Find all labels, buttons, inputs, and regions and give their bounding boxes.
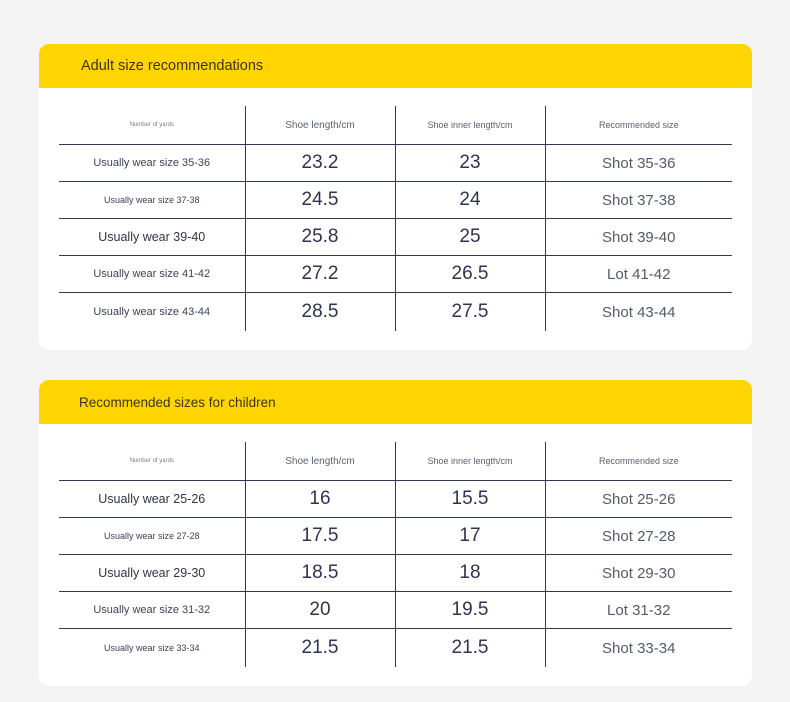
header-shoe-inner-length: Shoe inner length/cm xyxy=(395,442,545,481)
inner-length-cell: 21.5 xyxy=(395,629,545,668)
header-recommended-size: Recommended size xyxy=(545,442,732,481)
table-row xyxy=(59,518,732,555)
inner-length-cell: 23 xyxy=(395,145,545,182)
inner-length-cell: 17 xyxy=(395,518,545,555)
header-shoe-inner-length: Shoe inner length/cm xyxy=(395,106,545,145)
usual-size-cell: Usually wear size 43-44 xyxy=(93,306,211,318)
table-header-row xyxy=(59,106,732,145)
shoe-length-cell: 17.5 xyxy=(245,518,395,555)
table-row xyxy=(59,256,732,293)
table-row xyxy=(59,481,732,518)
usual-size-cell: Usually wear size 35-36 xyxy=(59,145,245,182)
shoe-length-cell: 25.8 xyxy=(245,219,395,256)
usual-size-cell: Usually wear size 37-38 xyxy=(59,182,245,219)
recommended-size-cell: Shot 43-44 xyxy=(545,293,732,332)
header-recommended-size: Recommended size xyxy=(545,106,732,145)
recommended-size-cell: Shot 29-30 xyxy=(545,555,732,592)
inner-length-cell: 24 xyxy=(395,182,545,219)
recommended-size-cell: Shot 25-26 xyxy=(545,481,732,518)
shoe-length-cell: 21.5 xyxy=(245,629,395,668)
table-row xyxy=(59,293,732,332)
adult-size-card xyxy=(39,44,752,350)
inner-length-cell: 26.5 xyxy=(395,256,545,293)
usual-size-cell: Usually wear 39-40 xyxy=(59,219,245,256)
adult-card-title: Adult size recommendations xyxy=(39,44,752,88)
recommended-size-cell: Shot 39-40 xyxy=(545,219,732,256)
child-card-title: Recommended sizes for children xyxy=(39,380,752,424)
child-size-table xyxy=(59,442,732,667)
inner-length-cell: 27.5 xyxy=(395,293,545,332)
shoe-length-cell: 20 xyxy=(245,592,395,629)
recommended-size-cell: Shot 27-28 xyxy=(545,518,732,555)
header-number-of-yards: Number of yards xyxy=(59,106,245,145)
recommended-size-cell: Lot 41-42 xyxy=(545,256,732,293)
table-row xyxy=(59,182,732,219)
inner-length-cell: 15.5 xyxy=(395,481,545,518)
table-row xyxy=(59,145,732,182)
header-shoe-length: Shoe length/cm xyxy=(245,106,395,145)
recommended-size-cell: Shot 37-38 xyxy=(545,182,732,219)
usual-size-cell: Usually wear size 31-32 xyxy=(59,592,245,629)
table-row xyxy=(59,555,732,592)
shoe-length-cell: 18.5 xyxy=(245,555,395,592)
usual-size-cell: Usually wear 29-30 xyxy=(59,555,245,592)
shoe-length-cell: 24.5 xyxy=(245,182,395,219)
recommended-size-cell: Lot 31-32 xyxy=(545,592,732,629)
inner-length-cell: 25 xyxy=(395,219,545,256)
shoe-length-cell: 28.5 xyxy=(245,293,395,332)
adult-size-table xyxy=(59,106,732,331)
usual-size-cell: Usually wear size 33-34 xyxy=(103,643,200,653)
table-row xyxy=(59,219,732,256)
header-number-of-yards: Number of yards xyxy=(59,442,245,481)
recommended-size-cell: Shot 33-34 xyxy=(545,629,732,668)
shoe-length-cell: 27.2 xyxy=(245,256,395,293)
usual-size-cell: Usually wear size 41-42 xyxy=(59,256,245,293)
shoe-length-cell: 23.2 xyxy=(245,145,395,182)
recommended-size-cell: Shot 35-36 xyxy=(545,145,732,182)
usual-size-cell: Usually wear 25-26 xyxy=(59,481,245,518)
table-row xyxy=(59,592,732,629)
child-size-card xyxy=(39,380,752,686)
shoe-length-cell: 16 xyxy=(245,481,395,518)
table-header-row xyxy=(59,442,732,481)
usual-size-cell: Usually wear size 27-28 xyxy=(59,518,245,555)
header-shoe-length: Shoe length/cm xyxy=(245,442,395,481)
inner-length-cell: 19.5 xyxy=(395,592,545,629)
table-row xyxy=(59,629,732,668)
inner-length-cell: 18 xyxy=(395,555,545,592)
